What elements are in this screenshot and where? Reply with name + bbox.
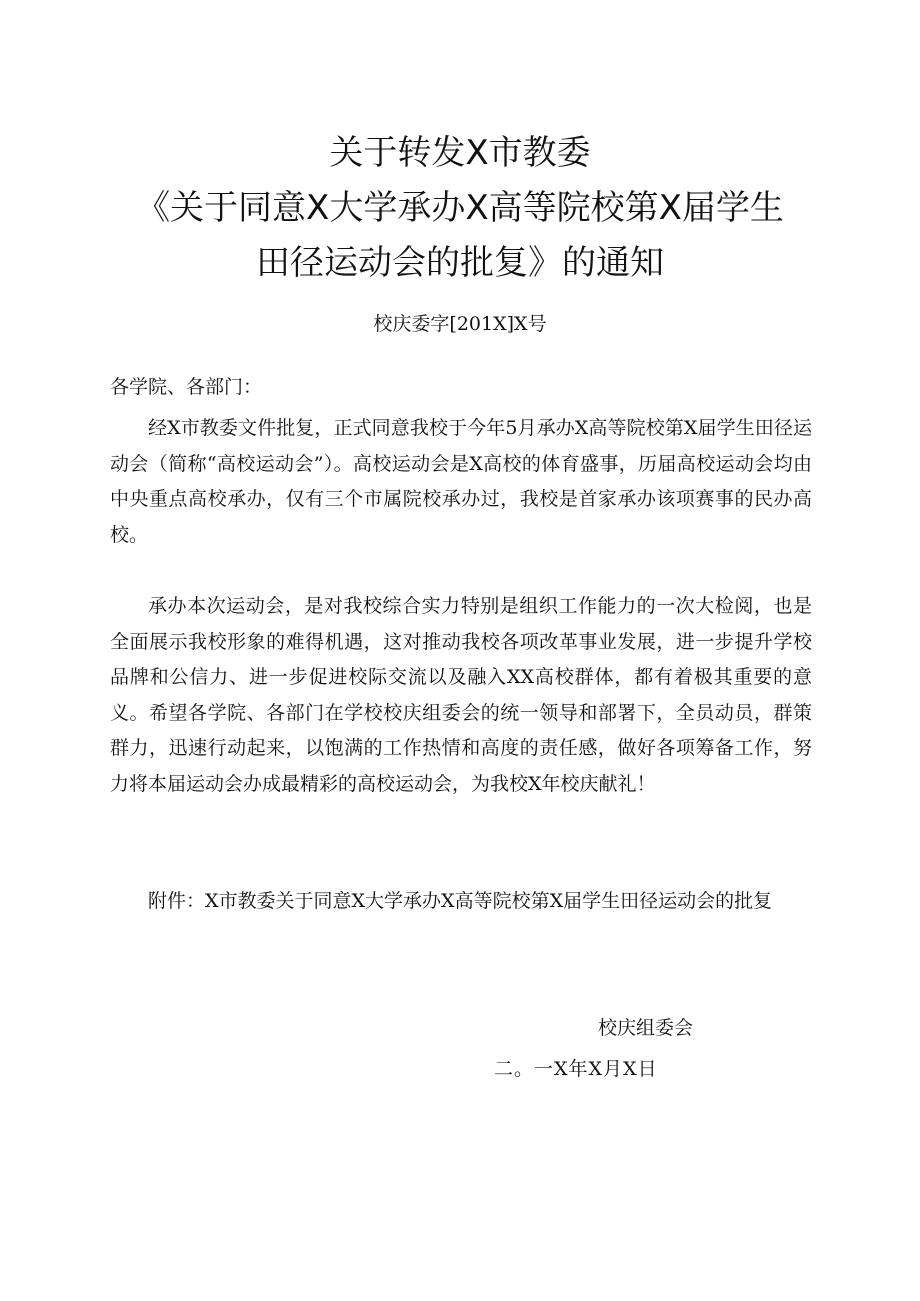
salutation: 各学院、各部门： xyxy=(110,376,263,398)
paragraph-1: 经X市教委文件批复，正式同意我校于今年5月承办X高等院校第X届学生田径运动会（简称“高校运动会”）。高校运动会是X高校的体育盛事，历届高校运动会均由中央重点高校承办，仅有三个市属院校承办过，我校是首家承办该项赛事的民办高校。 xyxy=(110,417,812,546)
title-line-1: 关于转发X市教委 xyxy=(329,133,591,173)
attachment-note: 附件：X市教委关于同意X大学承办X高等院校第X届学生田径运动会的批复 xyxy=(148,890,773,912)
title-line-2: 《关于同意X大学承办X高等院校第X届学生 xyxy=(136,188,784,228)
signer: 校庆组委会 xyxy=(598,1017,694,1039)
document-number: 校庆委字[201X]X号 xyxy=(373,313,547,335)
title-line-3: 田径运动会的批复》的通知 xyxy=(256,243,664,283)
paragraph-2: 承办本次运动会，是对我校综合实力特别是组织工作能力的一次大检阅，也是全面展示我校形象的难得机遇，这对推动我校各项改革事业发展，进一步提升学校品牌和公信力、进一步促进校际交流以及融入XX高校群体，都有着极其重要的意义。希望各学院、各部门在学校校庆组委会的统一领导和部署下，全员动员，群策群力，迅速行动起来，以饱满的工作热情和高度的责任感，做好各项筹备工作，努力将本届运动会办成最精彩的高校运动会，为我校X年校庆献礼！ xyxy=(110,595,812,795)
issue-date: 二。一X年X月X日 xyxy=(494,1058,658,1080)
